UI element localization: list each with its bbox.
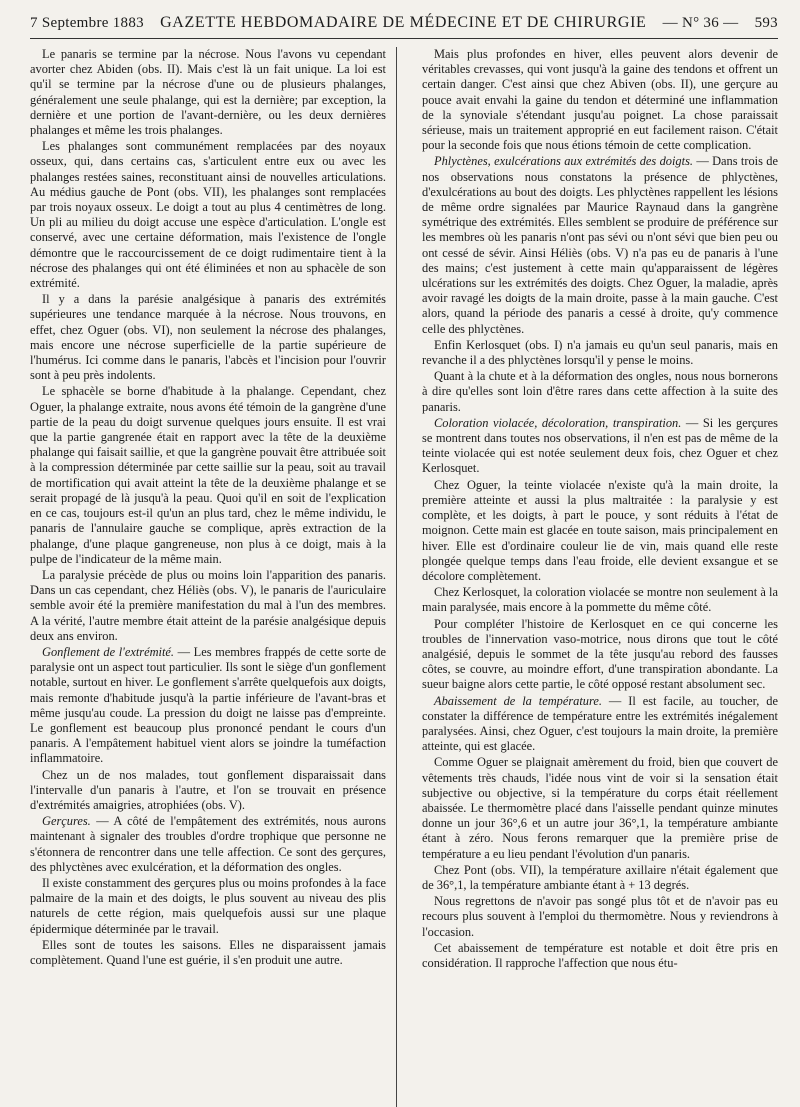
section-heading: Coloration violacée, décoloration, transpiration.	[434, 415, 682, 430]
paragraph-text: Il y a dans la parésie analgésique à panaris des extrémités supérieures une tendance marquée à la nécrose. Nous trouvons, en effet, chez Oguer (obs. VI), non seulement la nécrose des phalanges, mais encore une nécrose superficielle de la partie supérieure de l'humérus. Ici comme dans le panaris, l'abcès et l'incision pour l'ouvrir sont à peu près indolents.	[30, 292, 386, 383]
paragraph-text: Quant à la chute et à la déformation des ongles, nous nous bornerons à dire qu'elles sont loin d'être rares dans cette affection à la suite des panaris.	[422, 369, 778, 414]
section-heading: Gerçures.	[42, 814, 91, 829]
paragraph-text: Comme Oguer se plaignait amèrement du froid, bien que couvert de vêtements très chauds, l'idée nous vint de voir si la sensation était subjective ou objective, si la température du corps était réellement abaissée. Le thermomètre placé dans l'aisselle pendant quinze minutes donne un jour 36°,6 et un autre jour 36°,1, la température ambiante étant à zéro. Nous ferons remarquer que la première prise de température a eu lieu pendant l'évolution d'un panaris.	[422, 755, 778, 861]
paragraph-text: Chez Pont (obs. VII), la température axillaire n'était également que de 36°,1, la température ambiante étant à + 13 degrés.	[422, 862, 778, 892]
paragraph	[422, 617, 778, 693]
paragraph	[422, 863, 778, 893]
paragraph-text: Le sphacèle se borne d'habitude à la phalange. Cependant, chez Oguer, la phalange extraite, nous avons été témoin de la gangrène d'une partie de la peau du doigt survenue quelques jours ensuite. Il est vrai que la partie gangrenée était en rapport avec la tête de la deuxième phalange qui faisait saillie, et que la gangrène pouvait être attribuée soit à la compression déterminée par cette saillie sur la peau, soit au travail de mortification qui avait atteint la tête de la deuxième phalange et se serait propagé de là jusqu'à la peau. Quoi qu'il en soit de l'explication en ce cas, toujours est-il qu'un an plus tard, chez le même individu, le panaris de l'annulaire gauche se complique, après extraction de la phalange, d'une plaque gangreneuse, non plus à ce doigt, mais à la pulpe de l'indicateur de la même main.	[30, 384, 386, 566]
paragraph	[422, 416, 778, 477]
paragraph-text: Enfin Kerlosquet (obs. I) n'a jamais eu qu'un seul panaris, mais en revanche il a des phlyctènes lorsqu'il y pense le moins.	[422, 337, 778, 368]
paragraph-text: Il existe constamment des gerçures plus ou moins profondes à la face palmaire de la main et des doigts, le plus souvent au niveau des plis naturels de cette région, mais quelquefois aussi sur une plaque épidermique déterminée par le travail.	[30, 875, 386, 936]
paragraph-text: Elles sont de toutes les saisons. Elles ne disparaissent jamais complètement. Quand l'une est guérie, il s'en produit une autre.	[30, 937, 386, 967]
paragraph-text: Chez un de nos malades, tout gonflement disparaissait dans l'intervalle d'un panaris à l'autre, et l'on se trouvait en présence d'extrémités amaigries, atrophiées (obs. V).	[30, 767, 386, 812]
paragraph	[30, 568, 386, 644]
journal-title: GAZETTE HEBDOMADAIRE DE MÉDECINE ET DE CHIRURGIE	[160, 14, 647, 31]
issue-date: 7 Septembre 1883	[30, 15, 144, 31]
paragraph-text: Pour compléter l'histoire de Kerlosquet en ce qui concerne les troubles de l'innervation vaso-motrice, nous dirons que tout le côté analgésié, depuis le sommet de la tête jusqu'au rebord des fausses côtes, se couvre, au moindre effort, d'une transpiration abondante. La sueur baigne alors cette partie, le côté opposé restant absolument sec.	[422, 616, 778, 692]
paragraph	[422, 894, 778, 940]
paragraph	[30, 47, 386, 138]
paragraph	[30, 645, 386, 767]
paragraph	[422, 338, 778, 368]
paragraph-text: Cet abaissement de température est notable et doit être pris en considération. Il rapproche l'affection que nous étu-	[422, 940, 778, 970]
paragraph	[422, 941, 778, 971]
paragraph-text: — A côté de l'empâtement des extrémités, nous aurons maintenant à signaler des troubles d'ordre trophique que personne ne s'étonnera de rencontrer dans une telle affection. Ce sont des gerçures, des phlyctènes avec exulcération, et la déformation des ongles.	[30, 814, 386, 874]
paragraph	[422, 154, 778, 336]
paragraph-text: Le panaris se termine par la nécrose. Nous l'avons vu cependant avorter chez Abiden (obs. II). Mais c'est là un fait unique. La loi est qu'il se termine par la nécrose d'une ou de plusieurs phalanges, généralement une seule phalange, qui est la dernière; par exception, la dernière et une portion de l'avant-dernière, ou les deux dernières phalanges et même les trois phalanges.	[30, 47, 386, 138]
paragraph-text: Nous regrettons de n'avoir pas songé plus tôt et de n'avoir pas eu recours plus souvent à l'emploi du thermomètre. Nous y reviendrons à l'occasion.	[422, 894, 778, 939]
paragraph-text: — Si les gerçures se montrent dans toutes nos observations, il n'en est pas de même de la teinte violacée qui est notée seulement deux fois, chez Oguer et chez Kerlosquet.	[422, 415, 778, 476]
right-column	[422, 47, 778, 971]
paragraph-text: Mais plus profondes en hiver, elles peuvent alors devenir de véritables crevasses, qui vont jusqu'à la gaine des tendons et offrent un certain danger. C'est ainsi que chez Abiven (obs. II), une gerçure au pouce avait envahi la gaine du tendon et déterminé une inflammation de la synoviale s'étendant jusqu'au poignet. La chose paraissait sérieuse, mais un traitement approprié en eut facilement raison. C'était pour la seconde fois que nous étions témoin de cette complication.	[422, 47, 778, 153]
paragraph	[30, 384, 386, 566]
paragraph	[422, 694, 778, 755]
paragraph-text: La paralysie précède de plus ou moins loin l'apparition des panaris. Dans un cas cependant, chez Héliès (obs. V), le panaris de l'auriculaire semble avoir été la première manifestation du mal à l'un des membres. A la vérité, l'autre membre était atteint de la parésie analgésique depuis deux ans environ.	[30, 567, 386, 643]
paragraph	[422, 369, 778, 415]
text-columns	[30, 47, 778, 971]
paragraph	[30, 814, 386, 875]
paragraph	[30, 938, 386, 968]
left-column	[30, 47, 386, 971]
paragraph	[422, 478, 778, 584]
paragraph	[422, 585, 778, 615]
paragraph-text: — Les membres frappés de cette sorte de paralysie ont un aspect tout particulier. Ils sont le siège d'un gonflement notable, surtout en hiver. Le gonflement s'arrête quelquefois aux doigts, mais remonte d'habitude jusqu'à la partie inférieure de l'avant-bras et même jusqu'au coude. La pression du doigt ne laisse pas d'empreinte. Le gonflement est beaucoup plus prononcé pendant le cours d'un panaris. A l'empâtement habituel vient alors se joindre la tuméfaction inflammatoire.	[30, 644, 386, 766]
paragraph-text: — Il est facile, au toucher, de constater la différence de température entre les extrémités inégalement paralysées. Ainsi, chez Oguer, c'est toujours la main droite, la première atteinte, qui est glacée.	[422, 693, 778, 754]
paragraph	[422, 47, 778, 153]
paragraph-text: Les phalanges sont communément remplacées par des noyaux osseux, qui, dans certains cas, s'articulent entre eux ou avec les phalanges restées saines, reconstituant ainsi de nouvelles articulations. Au médius gauche de Pont (obs. VII), les phalanges sont remplacées par trois noyaux osseux. Le doigt a tout au plus 4 centimètres de long. Un pli au milieu du doigt accuse une espèce d'articulation. L'ongle est conservé, avec une certaine déformation, mais l'existence de l'ongle démontre que le raccourcissement de ce doigt rudimentaire tient à la nécrose des phalanges qui ont été éliminées et non au sphacèle de son extrémité.	[30, 139, 386, 291]
paragraph	[30, 292, 386, 383]
paragraph-text: Chez Kerlosquet, la coloration violacée se montre non seulement à la main paralysée, mais encore à la pommette du même côté.	[422, 585, 778, 615]
section-heading: Abaissement de la température.	[434, 693, 602, 708]
page-number: 593	[754, 15, 778, 31]
paragraph-text: — Dans trois de nos observations nous constatons la présence de phlyctènes, d'exulcérations au bout des doigts. Les phlyctènes rappellent les lésions de même ordre signalées par Maurice Raynaud dans la gangrène symétrique des extrémités. Elles semblent se produire de préférence sur les membres où les panaris n'ont pas sévi ou n'ont sévi que bien peu ou ont cessé de sévir. Ainsi Héliès (obs. V) n'a pas eu de panaris à l'une des mains; c'est justement à cette main qu'apparaissent de légères ulcérations sur les extrémités des doigts. Chez Oguer, la maladie, après avoir ravagé les doigts de la main droite, passe à la main gauche. C'est alors, quand la période des panaris a cessé à droite, qu'y commence celle des phlyctènes.	[422, 154, 778, 336]
section-heading: Phlyctènes, exulcérations aux extrémités des doigts.	[434, 154, 693, 169]
paragraph	[30, 876, 386, 937]
paragraph	[30, 139, 386, 291]
section-heading: Gonflement de l'extrémité.	[42, 644, 175, 659]
paragraph-text: Chez Oguer, la teinte violacée n'existe qu'à la main droite, la première atteinte et aussi la plus maltraitée : la paralysie y est complète, et les doigts, à part le pouce, y sont réduits à l'état de moignon. Cette main est glacée en toute saison, mais principalement en hiver. Elle est d'ordinaire couleur lie de vin, mais quand elle reste plongée quelque temps dans l'eau froide, elle devient exsangue et se décolore complètement.	[422, 477, 778, 583]
paragraph	[30, 768, 386, 814]
running-header	[30, 14, 778, 39]
issue-number: — N° 36 —	[662, 15, 739, 31]
column-divider	[396, 47, 397, 1107]
paragraph	[422, 755, 778, 861]
